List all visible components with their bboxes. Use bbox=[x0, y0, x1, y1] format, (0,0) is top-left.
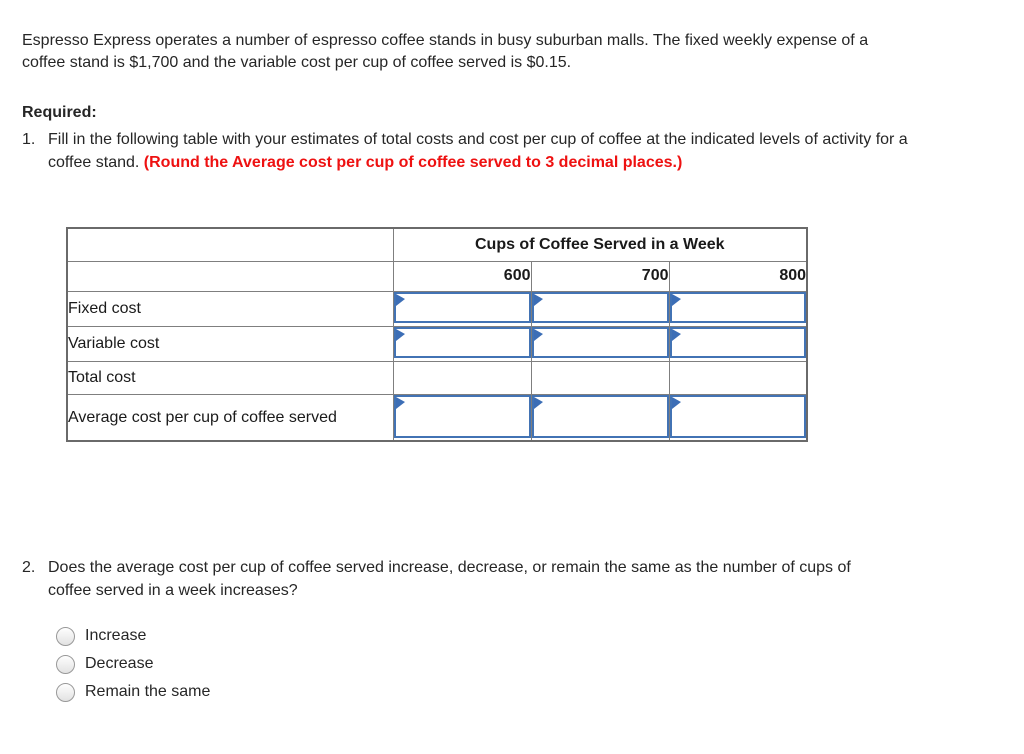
option-label-increase: Increase bbox=[85, 627, 147, 644]
cell-total-cost-600 bbox=[393, 361, 531, 394]
row-label-total-cost: Total cost bbox=[67, 361, 393, 394]
cell-total-cost-800 bbox=[669, 361, 807, 394]
cost-table bbox=[66, 227, 808, 442]
input-box-variable-800 bbox=[670, 327, 807, 358]
input-variable-cost-700[interactable] bbox=[534, 329, 667, 356]
input-box-fixed-700 bbox=[532, 292, 669, 323]
question-2 bbox=[22, 556, 858, 602]
row-label-average-cost: Average cost per cup of coffee served bbox=[67, 394, 393, 441]
input-fixed-cost-700[interactable] bbox=[534, 294, 667, 321]
input-average-cost-800[interactable] bbox=[672, 397, 805, 436]
radio-increase[interactable] bbox=[56, 627, 75, 646]
input-box-variable-700 bbox=[532, 327, 669, 358]
input-average-cost-600[interactable] bbox=[396, 397, 529, 436]
input-fixed-cost-800[interactable] bbox=[672, 294, 805, 321]
input-fixed-cost-600[interactable] bbox=[396, 294, 529, 321]
input-box-fixed-800 bbox=[670, 292, 807, 323]
question-1-number: 1. bbox=[22, 131, 36, 148]
question-1-text bbox=[48, 128, 948, 174]
row-label-fixed-cost: Fixed cost bbox=[67, 291, 393, 326]
question-1-rounding-note: (Round the Average cost per cup of coffee served to 3 decimal places.) bbox=[143, 154, 683, 171]
radio-decrease[interactable] bbox=[56, 655, 75, 674]
input-variable-cost-800[interactable] bbox=[672, 329, 805, 356]
input-box-average-600 bbox=[394, 395, 531, 438]
answer-options bbox=[56, 626, 210, 710]
input-variable-cost-600[interactable] bbox=[396, 329, 529, 356]
radio-remain-the-same[interactable] bbox=[56, 683, 75, 702]
column-header-600: 600 bbox=[393, 261, 531, 291]
input-box-variable-600 bbox=[394, 327, 531, 358]
input-box-average-800 bbox=[670, 395, 807, 438]
question-2-number: 2. bbox=[22, 559, 36, 576]
option-label-remain-the-same: Remain the same bbox=[85, 683, 211, 700]
table-spanning-header: Cups of Coffee Served in a Week bbox=[393, 228, 807, 261]
question-1-instruction: Fill in the following table with your estimates of total costs and cost per cup of coffee at the indicated levels of activity for a coffee stand. bbox=[48, 131, 908, 171]
question-2-text: Does the average cost per cup of coffee served increase, decrease, or remain the same as the number of cups of coffee served in a week increases? bbox=[48, 559, 851, 599]
cell-total-cost-700 bbox=[531, 361, 669, 394]
table-corner-cell bbox=[67, 228, 393, 261]
input-box-fixed-600 bbox=[394, 292, 531, 323]
row-label-variable-cost: Variable cost bbox=[67, 326, 393, 361]
table-corner-cell-2 bbox=[67, 261, 393, 291]
option-remain-the-same[interactable] bbox=[56, 682, 210, 702]
option-label-decrease: Decrease bbox=[85, 655, 154, 672]
input-box-average-700 bbox=[532, 395, 669, 438]
required-heading: Required: bbox=[22, 104, 97, 121]
option-decrease[interactable] bbox=[56, 654, 210, 674]
problem-statement: Espresso Express operates a number of espresso coffee stands in busy suburban malls. The fixed weekly expense of a coffee stand is $1,700 and the variable cost per cup of coffee served is $0.15. bbox=[22, 32, 869, 71]
column-header-700: 700 bbox=[531, 261, 669, 291]
question-1 bbox=[22, 128, 948, 174]
column-header-800: 800 bbox=[669, 261, 807, 291]
option-increase[interactable] bbox=[56, 626, 210, 646]
input-average-cost-700[interactable] bbox=[534, 397, 667, 436]
